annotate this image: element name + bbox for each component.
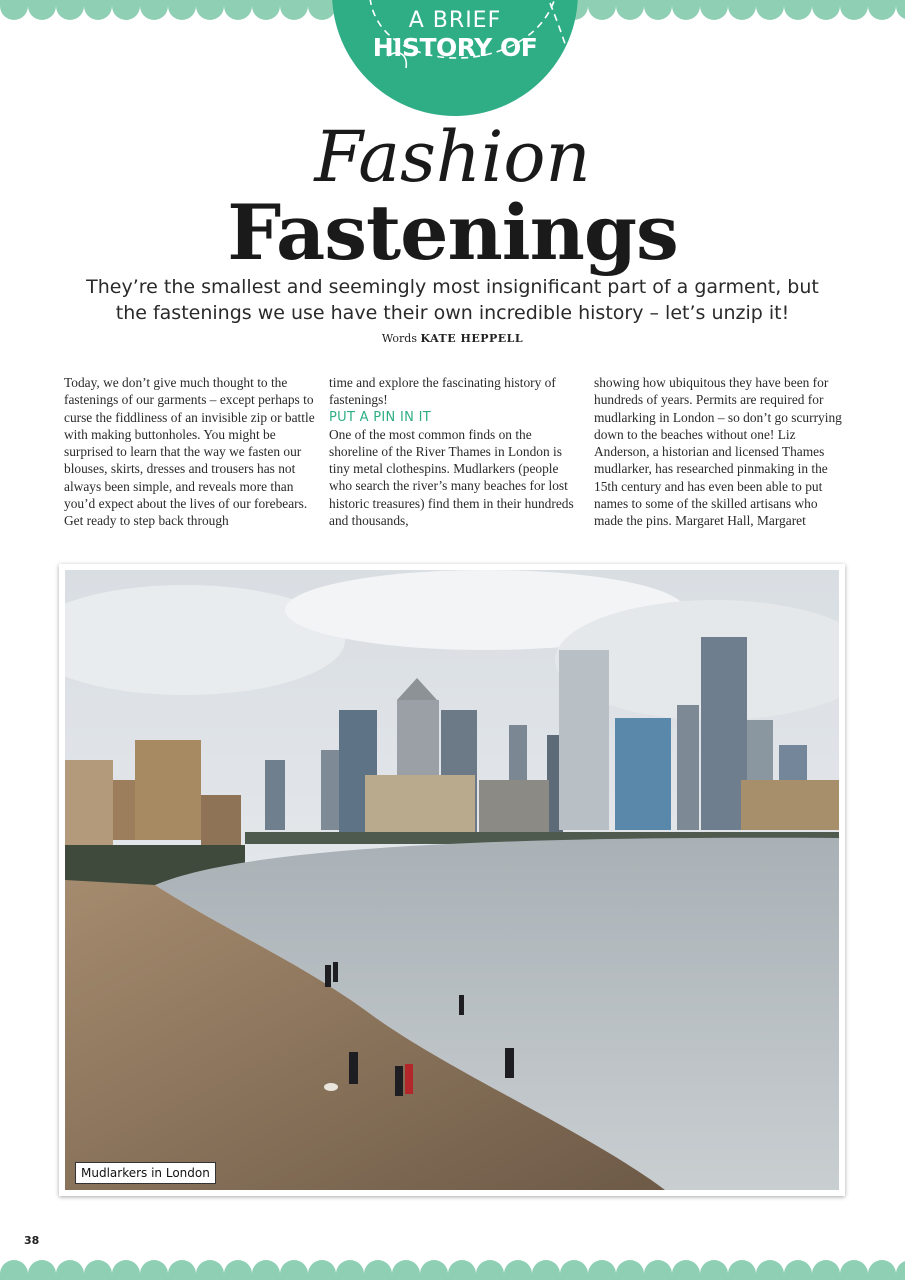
- body-column-2: [329, 374, 581, 529]
- standfirst-line-2: the fastenings we use have their own incredible history – let’s unzip it!: [115, 302, 790, 324]
- badge-line-1: A BRIEF: [408, 8, 502, 33]
- section-subhead: PUT A PIN IN IT: [329, 409, 431, 425]
- page-number: 38: [24, 1234, 40, 1247]
- standfirst: [60, 274, 845, 326]
- photo-caption: Mudlarkers in London: [75, 1162, 216, 1184]
- body-paragraph: Today, we don’t give much thought to the fastenings of our garments – except perhaps to curse the fiddliness of an invisible zip or battle with making buttonholes. You might be surprised to learn that the way we fasten our blouses, skirts, dresses and trousers has not always been simple, and reveals more than you’d expect about the lives of our forebears. Get ready to step back through: [64, 375, 315, 529]
- title-bold: Fastenings: [227, 188, 678, 277]
- body-paragraph: One of the most common finds on the shoreline of the River Thames in London is tiny metal clothespins. Mudlarkers (people who search the river’s many beaches for lost historic treasures) find them in their hundreds and thousands,: [329, 426, 574, 529]
- title-italic: Fashion: [314, 116, 591, 198]
- byline-author: KATE HEPPELL: [420, 332, 524, 345]
- thames-photo: [65, 570, 839, 1190]
- byline: [0, 332, 905, 345]
- body-paragraph: time and explore the fascinating history of fastenings!: [329, 375, 556, 408]
- badge-line-2: HISTORY OF: [372, 33, 538, 62]
- body-column-3: [594, 374, 846, 530]
- body-column-1: [64, 374, 316, 530]
- bottom-scallop-border: [0, 1258, 905, 1280]
- body-paragraph: showing how ubiquitous they have been for hundreds of years. Permits are required for mudlarking in London – so don’t go scurrying down to the beaches without one! Liz Anderson, a historian and licensed Thames mudlarker, has researched pinmaking in the 15th century and has even been able to put names to some of the skilled artisans who made the pins. Margaret Hall, Margaret: [594, 375, 842, 529]
- standfirst-line-1: They’re the smallest and seemingly most insignificant part of a garment, but: [86, 276, 819, 298]
- byline-prefix: Words: [381, 332, 417, 345]
